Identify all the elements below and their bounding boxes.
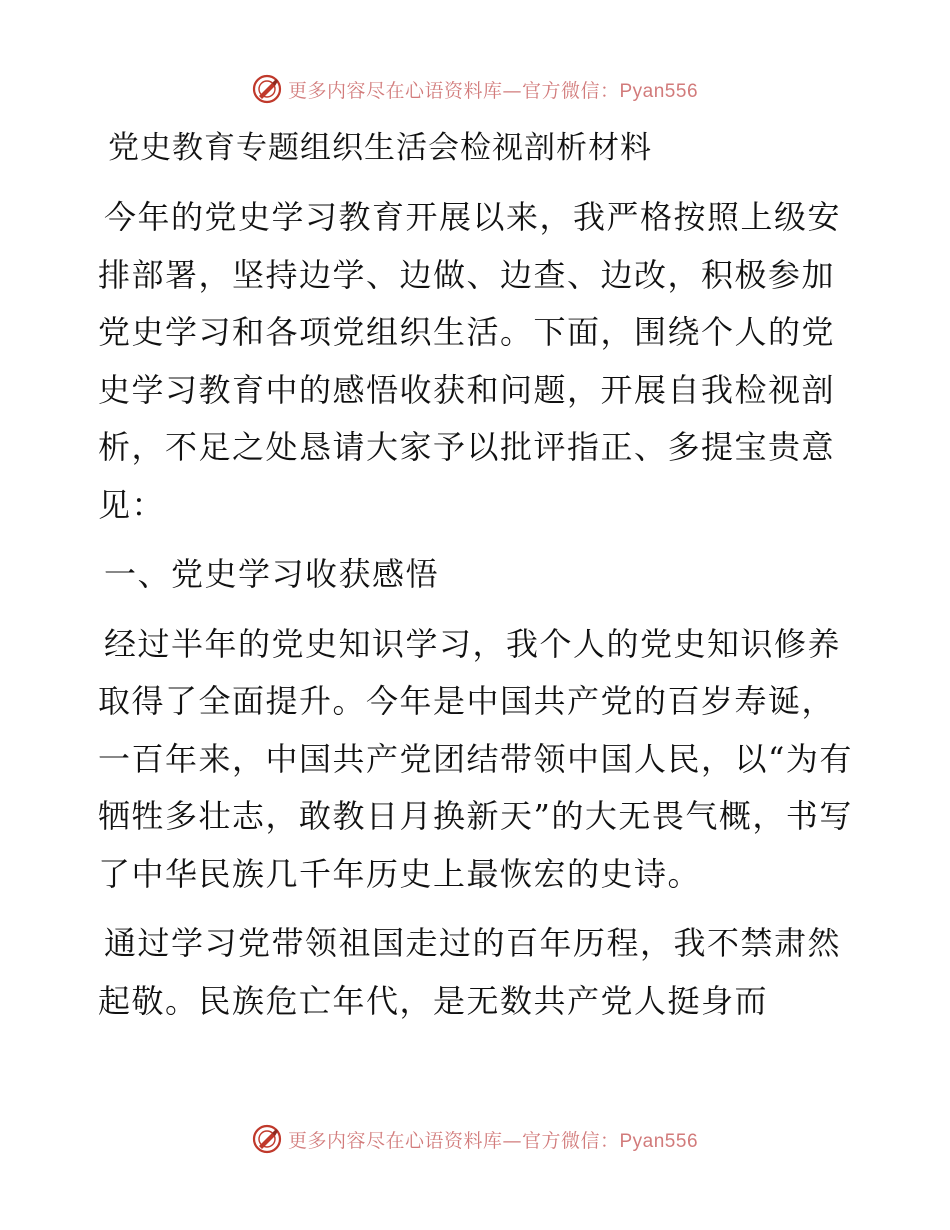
section1-paragraph-2: 通过学习党带领祖国走过的百年历程，我不禁肃然起敬。民族危亡年代，是无数共产党人挺身而 (98, 924, 842, 1020)
intro-paragraph: 今年的党史学习教育开展以来，我严格按照上级安排部署，坚持边学、边做、边查、边改，积极参加党史学习和各项党组织生活。下面，围绕个人的党史学习教育中的感悟收获和问题，开展自我检视剖析，不足之处恳请大家予以批评指正、多提宝贵意见： (98, 198, 842, 524)
document-title: 党史教育专题组织生活会检视剖析材料 (108, 130, 652, 166)
watermark-id: Pyan556 (619, 1130, 699, 1152)
watermark-footer (0, 1122, 950, 1156)
watermark-id: Pyan556 (619, 80, 699, 102)
document-body (98, 125, 858, 1042)
section-heading-1: 一、党史学习收获感悟 (104, 555, 440, 593)
seal-logo-icon (252, 74, 282, 104)
section1-paragraph-1: 经过半年的党史知识学习，我个人的党史知识修养取得了全面提升。今年是中国共产党的百岁寿诞，一百年来，中国共产党团结带领中国人民，以“为有牺牲多壮志，敢教日月换新天”的大无畏气概，书写了中华民族几千年历史上最恢宏的史诗。 (98, 624, 853, 893)
watermark-text: 更多内容尽在心语资料库—官方微信：Pyan556 (287, 1129, 699, 1152)
watermark-text: 更多内容尽在心语资料库—官方微信：Pyan556 (287, 79, 699, 102)
seal-logo-icon (252, 1124, 282, 1154)
watermark-header (0, 72, 950, 106)
